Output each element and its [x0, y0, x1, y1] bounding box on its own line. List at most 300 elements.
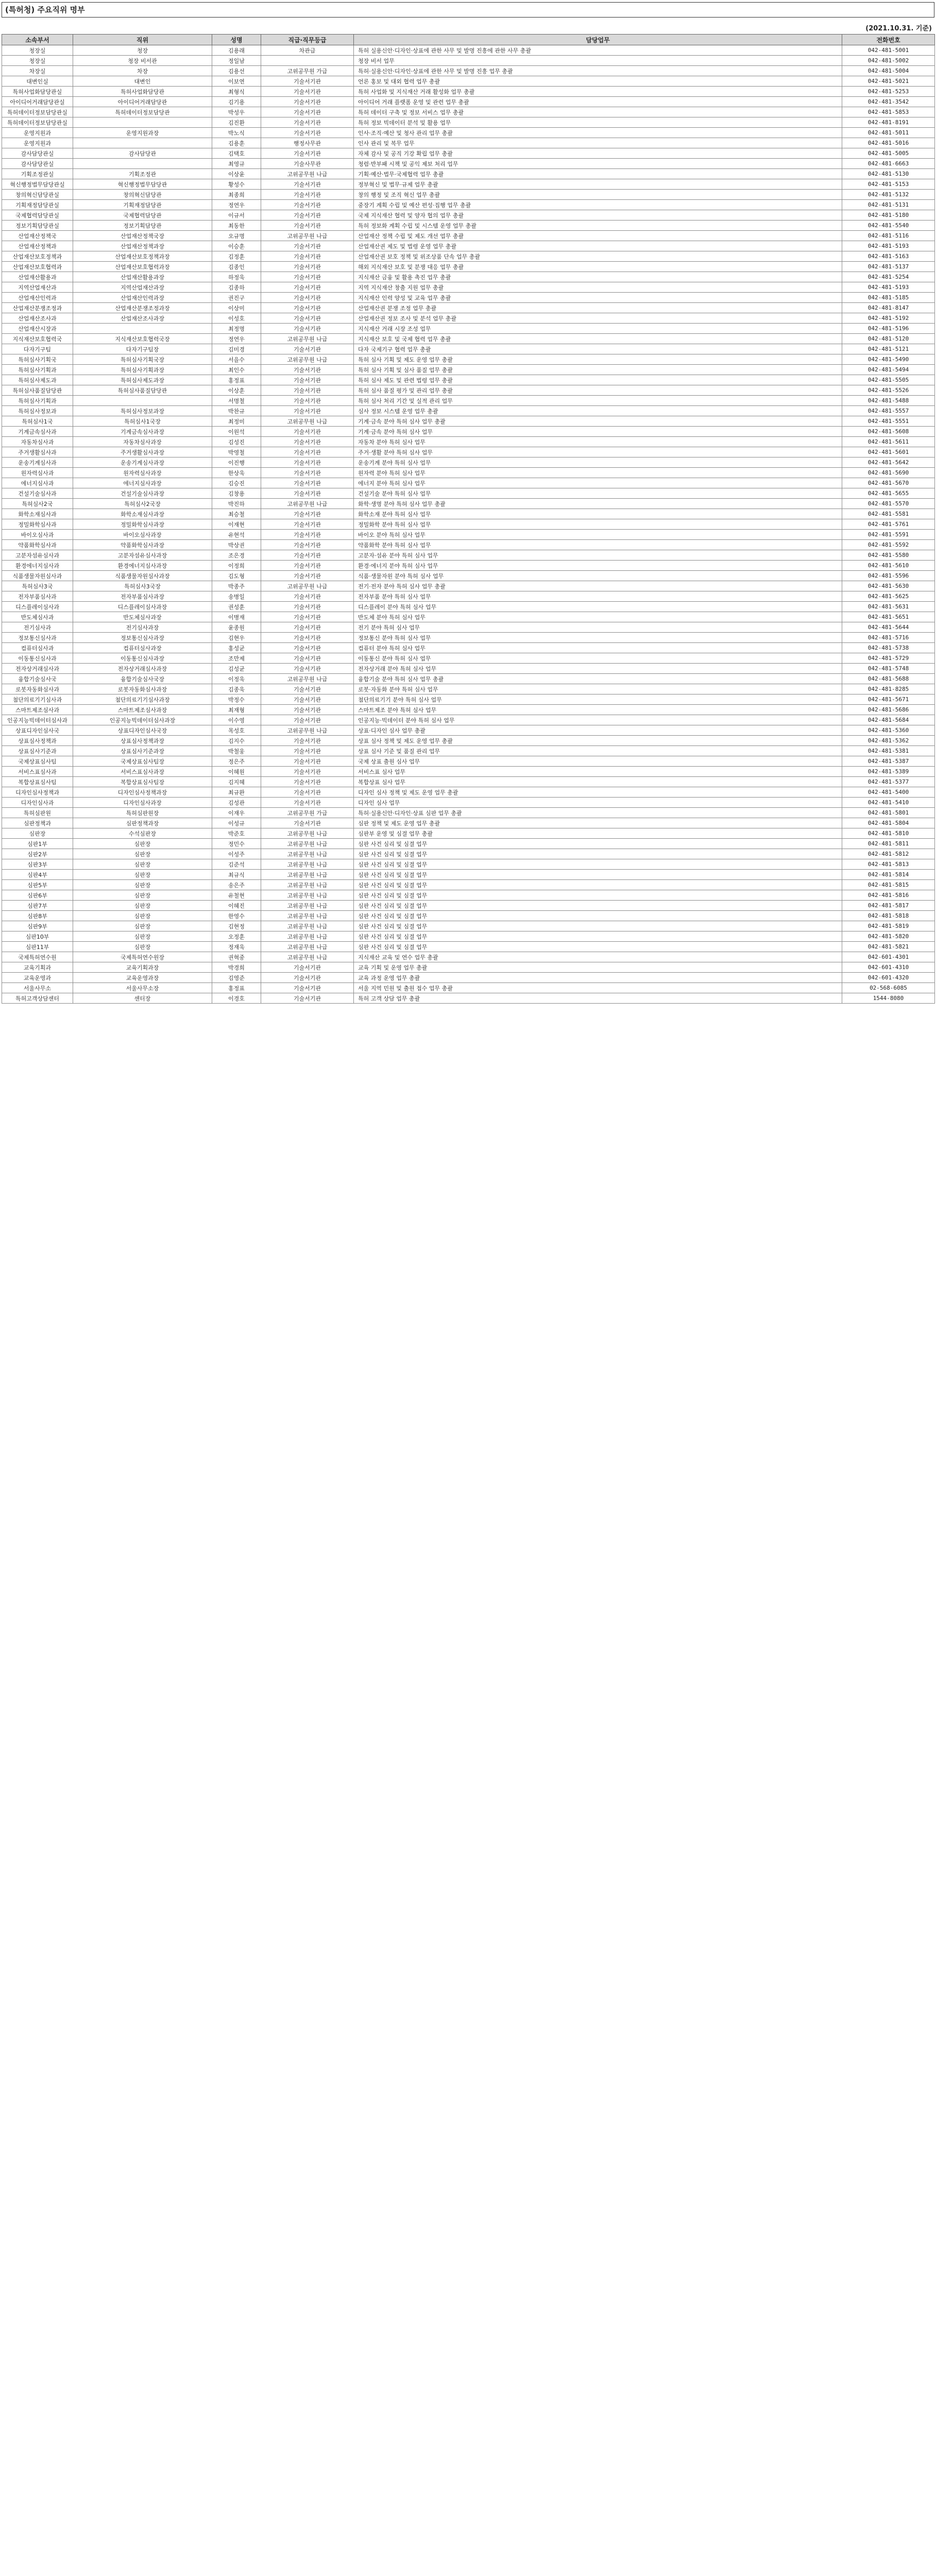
cell-phone: 042-481-5121 — [842, 344, 935, 354]
cell-name: 김용래 — [212, 45, 261, 56]
reference-date: (2021.10.31. 기준) — [865, 25, 932, 32]
table-row — [2, 983, 935, 993]
cell-phone: 042-481-5642 — [842, 457, 935, 468]
cell-department: 특허고객상담센터 — [2, 993, 73, 1004]
cell-phone: 042-481-5490 — [842, 354, 935, 365]
cell-department: 전기심사과 — [2, 622, 73, 633]
cell-department: 지역산업재산과 — [2, 282, 73, 293]
cell-name: 김준석 — [212, 859, 261, 870]
cell-department: 청장실 — [2, 45, 73, 56]
cell-name: 박상권 — [212, 540, 261, 550]
table-row — [2, 643, 935, 653]
cell-phone: 042-481-5002 — [842, 56, 935, 66]
cell-department: 산업재산보호협력과 — [2, 262, 73, 272]
cell-duty: 약품화학 분야 특허 심사 업무 — [354, 540, 842, 550]
cell-duty: 기획·예산·법무·국제협력 업무 총괄 — [354, 169, 842, 179]
cell-position: 심판장 — [73, 859, 212, 870]
cell-department: 기획재정담당관실 — [2, 200, 73, 210]
cell-phone: 042-481-5690 — [842, 468, 935, 478]
cell-phone: 042-481-5387 — [842, 756, 935, 767]
cell-phone: 042-481-5011 — [842, 128, 935, 138]
table-row — [2, 952, 935, 962]
cell-duty: 자체 감사 및 공직 기강 확립 업무 총괄 — [354, 148, 842, 159]
cell-position: 교육운영과장 — [73, 973, 212, 983]
cell-duty: 융합기술 분야 특허 심사 업무 총괄 — [354, 674, 842, 684]
table-row — [2, 859, 935, 870]
cell-phone: 042-481-5192 — [842, 313, 935, 324]
cell-phone: 042-481-5670 — [842, 478, 935, 488]
cell-duty: 특허 심사 기획 및 제도 운영 업무 총괄 — [354, 354, 842, 365]
cell-duty: 상표 심사 기준 및 품질 관리 업무 — [354, 746, 842, 756]
cell-phone: 042-481-5362 — [842, 736, 935, 746]
cell-department: 디스플레이심사과 — [2, 602, 73, 612]
cell-phone: 042-481-5853 — [842, 107, 935, 117]
cell-duty: 심판 사건 심리 및 심결 업무 — [354, 890, 842, 901]
cell-grade: 고위공무원 나급 — [261, 334, 354, 344]
cell-phone: 042-481-5132 — [842, 190, 935, 200]
cell-duty: 심판 정책 및 제도 운영 업무 총괄 — [354, 818, 842, 828]
cell-position: 심판장 — [73, 880, 212, 890]
cell-duty: 건설기술 분야 특허 심사 업무 — [354, 488, 842, 499]
cell-phone: 1544-8080 — [842, 993, 935, 1004]
cell-department: 전자상거래심사과 — [2, 664, 73, 674]
cell-position: 로봇자동화심사과장 — [73, 684, 212, 694]
cell-department: 에너지심사과 — [2, 478, 73, 488]
cell-grade: 기술서기관 — [261, 365, 354, 375]
table-row — [2, 169, 935, 179]
cell-department: 약품화학심사과 — [2, 540, 73, 550]
cell-phone: 042-481-5816 — [842, 890, 935, 901]
cell-position: 심판장 — [73, 849, 212, 859]
table-row — [2, 612, 935, 622]
table-row — [2, 818, 935, 828]
cell-duty: 전기 분야 특허 심사 업무 — [354, 622, 842, 633]
cell-name: 최재형 — [212, 705, 261, 715]
cell-name: 최영규 — [212, 159, 261, 169]
cell-name: 정연우 — [212, 200, 261, 210]
cell-department: 국제협력담당관실 — [2, 210, 73, 221]
cell-grade: 기술서기관 — [261, 396, 354, 406]
cell-department: 창의혁신담당관실 — [2, 190, 73, 200]
cell-duty: 심판 사건 심리 및 심결 업무 — [354, 931, 842, 942]
cell-name: 김택호 — [212, 148, 261, 159]
cell-phone: 042-481-5163 — [842, 251, 935, 262]
cell-department: 고분자섬유심사과 — [2, 550, 73, 561]
cell-grade: 고위공무원 나급 — [261, 870, 354, 880]
cell-duty: 교육 과정 운영 업무 총괄 — [354, 973, 842, 983]
cell-name: 김영준 — [212, 973, 261, 983]
cell-name: 이정희 — [212, 561, 261, 571]
cell-phone: 042-481-5671 — [842, 694, 935, 705]
cell-position: 심판장 — [73, 870, 212, 880]
cell-grade: 고위공무원 나급 — [261, 354, 354, 365]
cell-position: 국제특허연수원장 — [73, 952, 212, 962]
cell-duty: 정밀화학 분야 특허 심사 업무 — [354, 519, 842, 530]
cell-position: 정보통신심사과장 — [73, 633, 212, 643]
cell-phone: 042-481-5592 — [842, 540, 935, 550]
cell-phone: 042-481-5004 — [842, 66, 935, 76]
cell-grade: 고위공무원 나급 — [261, 499, 354, 509]
table-row — [2, 870, 935, 880]
cell-phone: 042-481-5120 — [842, 334, 935, 344]
cell-position: 대변인 — [73, 76, 212, 87]
table-row — [2, 602, 935, 612]
cell-grade: 기술서기관 — [261, 128, 354, 138]
table-row — [2, 231, 935, 241]
table-row — [2, 148, 935, 159]
cell-position: 기계금속심사과장 — [73, 427, 212, 437]
table-row — [2, 66, 935, 76]
cell-name: 김종욱 — [212, 684, 261, 694]
table-row — [2, 509, 935, 519]
table-row — [2, 221, 935, 231]
cell-duty: 심사 정보 시스템 운영 업무 총괄 — [354, 406, 842, 416]
table-row — [2, 313, 935, 324]
cell-department: 심판3부 — [2, 859, 73, 870]
cell-position: 운송기계심사과장 — [73, 457, 212, 468]
cell-name: 김진환 — [212, 117, 261, 128]
cell-phone: 042-481-5601 — [842, 447, 935, 457]
cell-position: 산업재산활용과장 — [73, 272, 212, 282]
cell-grade: 기술서기관 — [261, 324, 354, 334]
cell-grade: 고위공무원 나급 — [261, 921, 354, 931]
cell-name: 오규명 — [212, 231, 261, 241]
table-row — [2, 725, 935, 736]
cell-duty: 심판 사건 심리 및 심결 업무 — [354, 901, 842, 911]
cell-position: 화학소재심사과장 — [73, 509, 212, 519]
table-row — [2, 107, 935, 117]
cell-position: 특허심사1국장 — [73, 416, 212, 427]
table-row — [2, 293, 935, 303]
cell-name: 권성훈 — [212, 602, 261, 612]
cell-phone: 042-481-5611 — [842, 437, 935, 447]
cell-name: 홍정표 — [212, 983, 261, 993]
cell-position: 센터장 — [73, 993, 212, 1004]
cell-department: 이동통신심사과 — [2, 653, 73, 664]
column-header-name: 성명 — [212, 35, 261, 45]
cell-duty: 심판 사건 심리 및 심결 업무 — [354, 942, 842, 952]
cell-department: 산업재산정책과 — [2, 241, 73, 251]
cell-position: 에너지심사과장 — [73, 478, 212, 488]
cell-grade: 기술서기관 — [261, 973, 354, 983]
table-row — [2, 447, 935, 457]
table-row — [2, 437, 935, 447]
cell-department: 운영지원과 — [2, 138, 73, 148]
cell-position: 전자부품심사과장 — [73, 591, 212, 602]
cell-department: 산업재산조사과 — [2, 313, 73, 324]
cell-grade — [261, 56, 354, 66]
table-row — [2, 478, 935, 488]
cell-name: 이규서 — [212, 210, 261, 221]
page-title: (특허청) 주요직위 명부 — [2, 2, 934, 18]
cell-duty: 특허 정보화 계획 수립 및 시스템 운영 업무 총괄 — [354, 221, 842, 231]
cell-duty: 주거·생활 분야 특허 심사 업무 — [354, 447, 842, 457]
cell-phone: 042-481-5738 — [842, 643, 935, 653]
cell-name: 박정수 — [212, 694, 261, 705]
table-row — [2, 406, 935, 416]
cell-name: 유현석 — [212, 530, 261, 540]
cell-department: 국제특허연수원 — [2, 952, 73, 962]
cell-name: 김종인 — [212, 262, 261, 272]
cell-phone: 042-481-5526 — [842, 385, 935, 396]
table-row — [2, 787, 935, 798]
cell-phone: 042-481-5185 — [842, 293, 935, 303]
cell-grade: 기술서기관 — [261, 818, 354, 828]
cell-grade: 기술서기관 — [261, 87, 354, 97]
cell-duty: 심판 사건 심리 및 심결 업무 — [354, 859, 842, 870]
cell-name: 조만제 — [212, 653, 261, 664]
cell-position: 디자인심사과장 — [73, 798, 212, 808]
cell-name: 김도형 — [212, 571, 261, 581]
cell-department: 서울사무소 — [2, 983, 73, 993]
cell-duty: 특허 심사 처리 기간 및 실적 관리 업무 — [354, 396, 842, 406]
cell-position: 스마트제조심사과장 — [73, 705, 212, 715]
cell-duty: 원자력 분야 특허 심사 업무 — [354, 468, 842, 478]
table-row — [2, 973, 935, 983]
cell-department: 건설기술심사과 — [2, 488, 73, 499]
cell-position: 첨단의료기기심사과장 — [73, 694, 212, 705]
cell-phone: 042-481-5818 — [842, 911, 935, 921]
cell-duty: 서울 지역 민원 및 출원 접수 업무 총괄 — [354, 983, 842, 993]
cell-department: 심판1부 — [2, 839, 73, 849]
cell-grade: 기술서기관 — [261, 117, 354, 128]
cell-position: 특허심사품질담당관 — [73, 385, 212, 396]
cell-position: 아이디어거래담당관 — [73, 97, 212, 107]
cell-position: 특허심사기획국장 — [73, 354, 212, 365]
cell-duty: 지식재산 교육 및 연수 업무 총괄 — [354, 952, 842, 962]
table-row — [2, 962, 935, 973]
cell-department: 상표디자인심사국 — [2, 725, 73, 736]
cell-name: 송병일 — [212, 591, 261, 602]
cell-name: 이진행 — [212, 457, 261, 468]
cell-position: 산업재산정책과장 — [73, 241, 212, 251]
column-header-grade: 직급·직무등급 — [261, 35, 354, 45]
cell-grade: 고위공무원 가급 — [261, 808, 354, 818]
cell-grade: 고위공무원 나급 — [261, 880, 354, 890]
table-row — [2, 736, 935, 746]
cell-name: 권진구 — [212, 293, 261, 303]
cell-position: 특허심사제도과장 — [73, 375, 212, 385]
cell-position: 이동통신심사과장 — [73, 653, 212, 664]
cell-duty: 상표·디자인 심사 업무 총괄 — [354, 725, 842, 736]
cell-position: 혁신행정법무담당관 — [73, 179, 212, 190]
table-row — [2, 828, 935, 839]
cell-duty: 인공지능·빅데이터 분야 특허 심사 업무 — [354, 715, 842, 725]
cell-position: 산업재산보호정책과장 — [73, 251, 212, 262]
table-row — [2, 45, 935, 56]
table-row — [2, 262, 935, 272]
cell-duty: 에너지 분야 특허 심사 업무 — [354, 478, 842, 488]
table-row — [2, 210, 935, 221]
table-row — [2, 416, 935, 427]
cell-duty: 산업재산권 정보 조사 및 분석 업무 총괄 — [354, 313, 842, 324]
cell-grade: 기술서기관 — [261, 602, 354, 612]
table-row — [2, 798, 935, 808]
cell-grade: 기술서기관 — [261, 519, 354, 530]
cell-position: 국제협력담당관 — [73, 210, 212, 221]
cell-grade: 기술서기관 — [261, 488, 354, 499]
cell-phone: 042-481-5608 — [842, 427, 935, 437]
cell-phone: 042-481-5610 — [842, 561, 935, 571]
cell-grade: 기술서기관 — [261, 303, 354, 313]
cell-position: 인공지능빅데이터심사과장 — [73, 715, 212, 725]
cell-name: 오정훈 — [212, 931, 261, 942]
cell-phone: 042-481-5410 — [842, 798, 935, 808]
cell-department: 특허심사정보과 — [2, 406, 73, 416]
cell-phone: 042-481-5570 — [842, 499, 935, 509]
cell-grade: 기술서기관 — [261, 694, 354, 705]
cell-name: 이성주 — [212, 849, 261, 859]
cell-name: 이상윤 — [212, 169, 261, 179]
cell-grade: 기술서기관 — [261, 293, 354, 303]
cell-position: 주거생활심사과장 — [73, 447, 212, 457]
cell-grade: 기술서기관 — [261, 344, 354, 354]
cell-grade: 기술서기관 — [261, 540, 354, 550]
table-row — [2, 499, 935, 509]
cell-grade: 고위공무원 나급 — [261, 839, 354, 849]
cell-department: 심판장 — [2, 828, 73, 839]
cell-duty: 인사·조직·예산 및 청사 관리 업무 총괄 — [354, 128, 842, 138]
cell-duty: 산업재산권 분쟁 조정 업무 총괄 — [354, 303, 842, 313]
cell-duty: 운송기계 분야 특허 심사 업무 — [354, 457, 842, 468]
cell-position: 심판정책과장 — [73, 818, 212, 828]
cell-position: 특허심판원장 — [73, 808, 212, 818]
cell-position: 식품생물자원심사과장 — [73, 571, 212, 581]
cell-name: 이성호 — [212, 313, 261, 324]
cell-name: 박경희 — [212, 962, 261, 973]
cell-department: 융합기술심사국 — [2, 674, 73, 684]
cell-department: 산업재산활용과 — [2, 272, 73, 282]
cell-phone: 042-481-5180 — [842, 210, 935, 221]
cell-phone: 02-568-6085 — [842, 983, 935, 993]
cell-name: 이원석 — [212, 427, 261, 437]
cell-name: 최승철 — [212, 509, 261, 519]
cell-department: 로봇자동화심사과 — [2, 684, 73, 694]
cell-grade: 고위공무원 나급 — [261, 952, 354, 962]
cell-phone: 042-481-5815 — [842, 880, 935, 890]
cell-grade: 기술서기관 — [261, 437, 354, 447]
cell-duty: 지식재산 거래 시장 조성 업무 — [354, 324, 842, 334]
table-row — [2, 138, 935, 148]
cell-phone: 042-481-8147 — [842, 303, 935, 313]
cell-duty: 디자인 심사 정책 및 제도 운영 업무 총괄 — [354, 787, 842, 798]
cell-department: 특허심사3국 — [2, 581, 73, 591]
cell-department: 심판8부 — [2, 911, 73, 921]
cell-position: 운영지원과장 — [73, 128, 212, 138]
table-row — [2, 880, 935, 890]
table-row — [2, 200, 935, 210]
cell-name: 한영수 — [212, 911, 261, 921]
cell-duty: 반도체 분야 특허 심사 업무 — [354, 612, 842, 622]
cell-grade: 고위공무원 나급 — [261, 828, 354, 839]
cell-department: 교육운영과 — [2, 973, 73, 983]
cell-grade: 기술서기관 — [261, 97, 354, 107]
cell-name: 김용선 — [212, 66, 261, 76]
cell-phone: 042-481-5005 — [842, 148, 935, 159]
cell-department: 심판7부 — [2, 901, 73, 911]
table-body — [2, 45, 935, 1004]
cell-phone: 042-481-5389 — [842, 767, 935, 777]
cell-grade: 기술서기관 — [261, 457, 354, 468]
table-row — [2, 457, 935, 468]
table-row — [2, 839, 935, 849]
cell-position: 디자인심사정책과장 — [73, 787, 212, 798]
cell-grade: 기술서기관 — [261, 633, 354, 643]
cell-duty: 특허 사업화 및 지식재산 거래 활성화 업무 총괄 — [354, 87, 842, 97]
cell-name: 최정명 — [212, 324, 261, 334]
cell-position: 특허심사기획과장 — [73, 365, 212, 375]
table-row — [2, 334, 935, 344]
cell-grade: 고위공무원 나급 — [261, 942, 354, 952]
cell-position: 특허심사2국장 — [73, 499, 212, 509]
cell-position: 융합기술심사국장 — [73, 674, 212, 684]
cell-department: 혁신행정법무담당관실 — [2, 179, 73, 190]
cell-name: 하정욱 — [212, 272, 261, 282]
cell-name: 송은주 — [212, 880, 261, 890]
cell-phone: 042-481-5253 — [842, 87, 935, 97]
table-row — [2, 344, 935, 354]
cell-grade: 기술서기관 — [261, 746, 354, 756]
cell-position: 상표심사기준과장 — [73, 746, 212, 756]
cell-position: 심판장 — [73, 921, 212, 931]
table-row — [2, 705, 935, 715]
cell-phone: 042-481-5505 — [842, 375, 935, 385]
cell-duty: 심판 사건 심리 및 심결 업무 — [354, 911, 842, 921]
cell-name: 조은경 — [212, 550, 261, 561]
cell-grade: 기술서기관 — [261, 221, 354, 231]
cell-phone: 042-481-5581 — [842, 509, 935, 519]
cell-grade: 기술서기관 — [261, 983, 354, 993]
cell-name: 이수영 — [212, 715, 261, 725]
cell-grade: 기술서기관 — [261, 375, 354, 385]
cell-position: 기획재정담당관 — [73, 200, 212, 210]
cell-phone: 042-601-4310 — [842, 962, 935, 973]
cell-name: 박노식 — [212, 128, 261, 138]
table-row — [2, 241, 935, 251]
cell-duty: 청장 비서 업무 — [354, 56, 842, 66]
cell-name: 김현우 — [212, 633, 261, 643]
cell-name: 정일남 — [212, 56, 261, 66]
cell-phone: 042-481-5016 — [842, 138, 935, 148]
cell-duty: 복합상표 심사 업무 — [354, 777, 842, 787]
cell-grade: 기술서기관 — [261, 262, 354, 272]
cell-name: 서을수 — [212, 354, 261, 365]
cell-grade: 기술서기관 — [261, 561, 354, 571]
table-row — [2, 931, 935, 942]
cell-grade: 기술서기관 — [261, 571, 354, 581]
cell-position: 심판장 — [73, 931, 212, 942]
table-row — [2, 633, 935, 643]
table-row — [2, 767, 935, 777]
cell-phone: 042-481-5400 — [842, 787, 935, 798]
cell-position: 심판장 — [73, 890, 212, 901]
cell-duty: 지식재산 금융 및 활용 촉진 업무 총괄 — [354, 272, 842, 282]
cell-name: 이성규 — [212, 818, 261, 828]
cell-phone: 042-481-5488 — [842, 396, 935, 406]
cell-phone: 042-481-8191 — [842, 117, 935, 128]
cell-duty: 화학·생명 분야 특허 심사 업무 총괄 — [354, 499, 842, 509]
cell-phone: 042-481-5557 — [842, 406, 935, 416]
cell-position: 지역산업재산과장 — [73, 282, 212, 293]
cell-name: 김창용 — [212, 488, 261, 499]
table-row — [2, 190, 935, 200]
cell-duty: 특허·실용신안·디자인·상표에 관한 사무 및 발명 진흥 업무 총괄 — [354, 66, 842, 76]
table-row — [2, 921, 935, 931]
cell-department: 운송기계심사과 — [2, 457, 73, 468]
table-row — [2, 901, 935, 911]
cell-grade: 기술서기관 — [261, 148, 354, 159]
cell-name: 최규식 — [212, 870, 261, 880]
